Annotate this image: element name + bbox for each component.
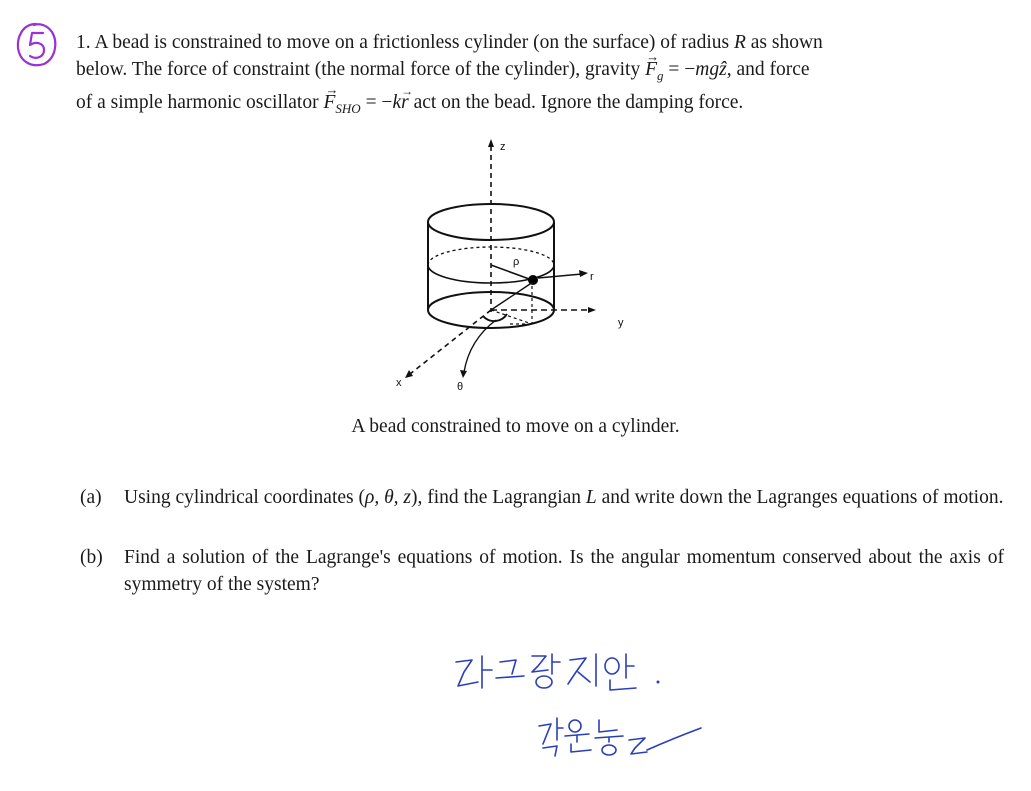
- x-axis: [410, 310, 491, 374]
- z-axis-arrow: [488, 139, 494, 147]
- problem-line-3: of a simple harmonic oscillator → $F_{SHO} = -k$ → r act on the bead. Ignore the damping force.: [76, 81, 744, 116]
- problem-line-1: 1. A bead is constrained to move on a frictionless cylinder (on the surface) of radius R as shown: [76, 32, 823, 53]
- y-label: y: [618, 317, 624, 329]
- handwritten-circled-number: [14, 20, 60, 75]
- r-vector-arrow: [579, 270, 588, 277]
- problem-line-2: below. The force of constraint (the normal force of the cylinder), gravity → $F_g$ = −mgẑ, and force: [76, 49, 810, 83]
- theta-label: θ: [457, 381, 464, 393]
- cylinder-figure: [380, 134, 660, 404]
- x-label: x: [396, 377, 402, 389]
- question-b-text: Find a solution of the Lagrange's equations of motion. Is the angular momentum conserved about the axis of symmetry of the system?: [124, 547, 1004, 595]
- handwritten-note-angular-momentum: [535, 710, 705, 765]
- r-label: r: [590, 271, 594, 283]
- figure-caption: A bead constrained to move on a cylinder.: [351, 416, 680, 437]
- y-axis-arrow: [588, 307, 596, 313]
- handwritten-note-lagrangian: [452, 648, 672, 703]
- question-b: [80, 544, 1004, 598]
- question-b-tag: (b): [80, 547, 103, 568]
- z-label: z: [500, 141, 506, 153]
- question-a-tag: (a): [80, 487, 102, 508]
- rho-label: ρ: [513, 256, 520, 268]
- rho-line: [491, 265, 532, 280]
- problem-number: 1.: [76, 32, 91, 53]
- problem-statement: [76, 29, 1004, 122]
- question-a: (a) Using cylindrical coordinates (ρ, θ, z), find the Lagrangian L and write down the Lagranges equations of motion.: [80, 484, 1004, 511]
- x-axis-arrow: [405, 370, 413, 378]
